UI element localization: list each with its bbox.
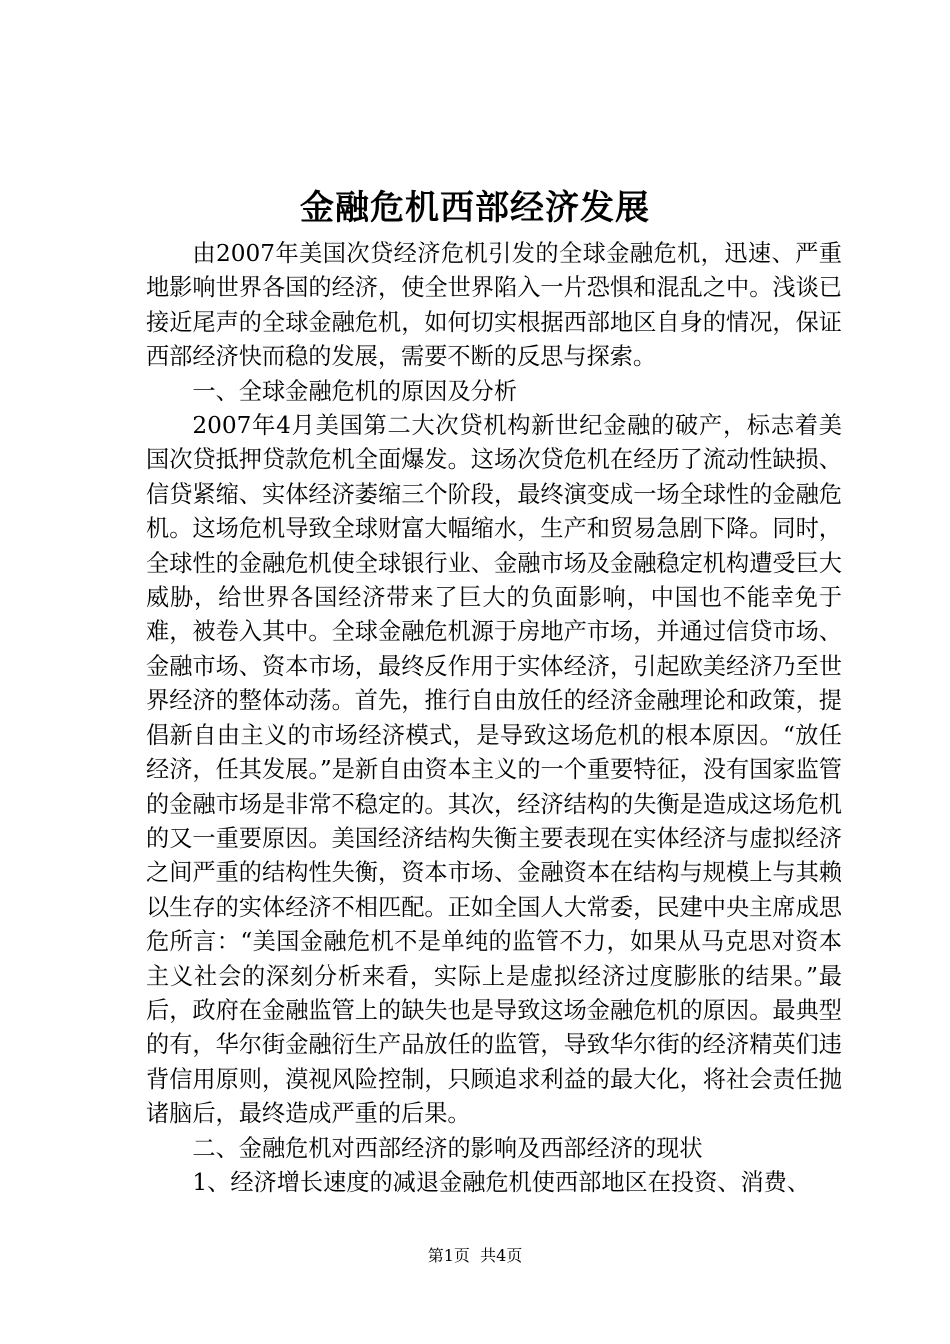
analysis-paragraph: 2007年4月美国第二大次贷机构新世纪金融的破产，标志着美国次贷抵押贷款危机全面爆发。这场次贷危机在经历了流动性缺损、信贷紧缩、实体经济萎缩三个阶段，最终演变成一场全球性的金融危机。这场危机导致全球财富大幅缩水，生产和贸易急剧下降。同时，全球性的金融危机使全球银行业、金融市场及金融稳定机构遭受巨大威胁，给世界各国经济带来了巨大的负面影响，中国也不能幸免于难，被卷入其中。全球金融危机源于房地产市场，并通过信贷市场、金融市场、资本市场，最终反作用于实体经济，引起欧美经济乃至世界经济的整体动荡。首先，推行自由放任的经济金融理论和政策，提倡新自由主义的市场经济模式，是导致这场危机的根本原因。“放任经济，任其发展。”是新自由资本主义的一个重要特征，没有国家监管的金融市场是非常不稳定的。其次，经济结构的失衡是造成这场危机的又一重要原因。美国经济结构失衡主要表现在实体经济与虚拟经济之间严重的结构性失衡，资本市场、金融资本在结构与规模上与其赖以生存的实体经济不相匹配。正如全国人大常委，民建中央主席成思危所言：“美国金融危机不是单纯的监管不力，如果从马克思对资本主义社会的深刻分析来看，实际上是虚拟经济过度膨胀的结果。”最后，政府在金融监管上的缺失也是导致这场金融危机的原因。最典型的有，华尔街金融衍生产品放任的监管，导致华尔街的经济精英们违背信用原则，漠视风险控制，只顾追求利益的最大化，将社会责任抛诸脑后，最终造成严重的后果。 xyxy=(146,412,842,1128)
page-total: 共4页 xyxy=(480,1246,523,1265)
page-number: 第1页 xyxy=(427,1246,470,1265)
document-title: 金融危机西部经济发展 xyxy=(300,188,650,228)
subsection-paragraph: 1、经济增长速度的减退金融危机使西部地区在投资、消费、 xyxy=(192,1168,811,1196)
intro-paragraph: 由2007年美国次贷经济危机引发的全球金融危机，迅速、严重地影响世界各国的经济，使全世界陷入一片恐惧和混乱之中。浅谈已接近尾声的全球金融危机，如何切实根据西部地区自身的情况，保证西部经济快而稳的发展，需要不断的反思与探索。 xyxy=(146,240,842,371)
document-body xyxy=(146,237,842,1200)
section-heading-2: 二、金融危机对西部经济的影响及西部经济的现状 xyxy=(192,1134,703,1162)
page-footer xyxy=(0,1244,950,1268)
section-heading-1: 一、全球金融危机的原因及分析 xyxy=(192,377,518,405)
